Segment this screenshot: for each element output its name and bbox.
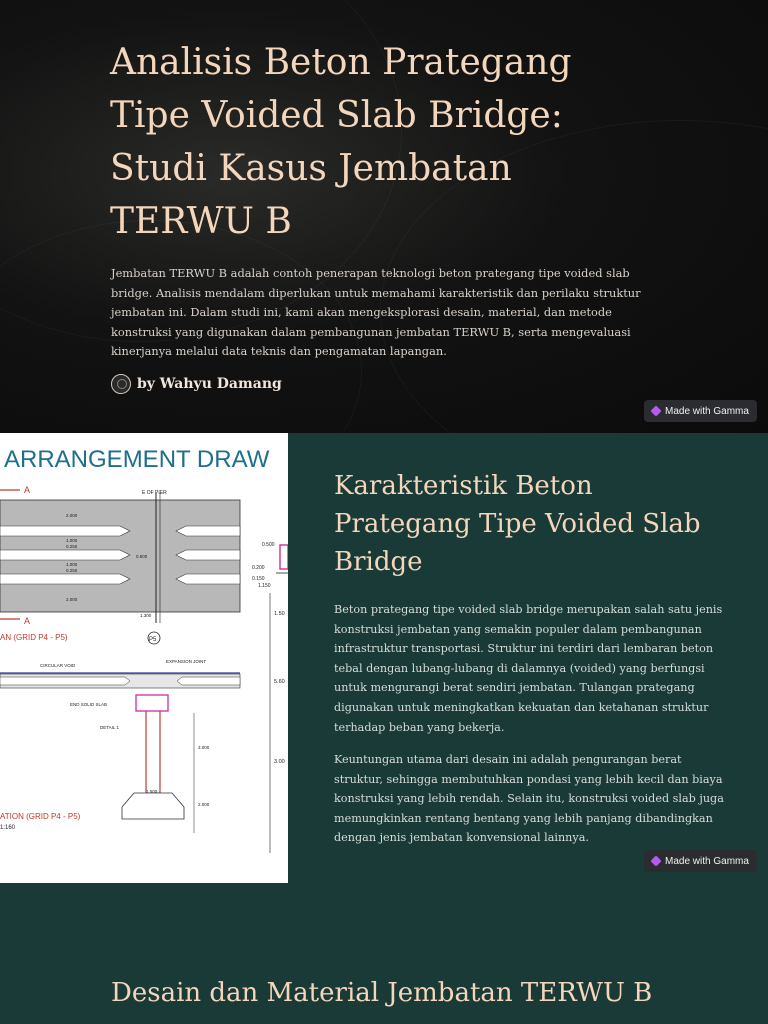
svg-text:1.150: 1.150 <box>258 583 271 589</box>
characteristics-heading: Karakteristik Beton Prategang Tipe Voided Slab Bridge <box>334 471 701 577</box>
author-byline <box>111 374 282 394</box>
characteristics-paragraph-1: Beton prategang tipe voided slab bridge merupakan salah satu jenis konstruksi jembatan yang semakin populer dalam pembangunan infrastruktur transportasi. Struktur ini terdiri dari lembaran beton tebal dengan lubang-lubang di dalamnya (voided) yang berfungsi untuk mengurangi berat sendiri jembatan. Tulangan prategang digunakan untuk meningkatkan kekuatan dan ketahanan struktur terhadap beban yang bekerja. <box>334 603 723 734</box>
svg-text:0.200: 0.200 <box>252 565 265 571</box>
author-name: by Wahyu Damang <box>137 376 282 392</box>
svg-text:0.250: 0.250 <box>66 568 78 573</box>
svg-text:2.000: 2.000 <box>66 513 78 518</box>
intro-paragraph: Jembatan TERWU B adalah contoh penerapan teknologi beton prategang tipe voided slab bridge. Analisis mendalam diperlukan untuk memahami karakteristik dan perilaku struktur jembatan ini. Dalam studi ini, kami akan mengeksplorasi desain, material, dan metode konstruksi yang digunakan dalam pembangunan jembatan TERWU B, serta mengevaluasi kinerjanya melalui data teknis dan pengamatan lapangan. <box>111 266 641 359</box>
void-right-group <box>176 526 240 584</box>
gamma-logo-icon <box>650 855 661 866</box>
drawing-svg <box>0 433 288 883</box>
svg-text:3.00: 3.00 <box>274 759 285 765</box>
svg-text:1.50: 1.50 <box>274 611 285 617</box>
svg-text:0.500: 0.500 <box>262 542 275 548</box>
svg-text:0.500: 0.500 <box>136 554 148 559</box>
drawing-scale: 1:160 <box>0 825 16 831</box>
design-material-heading: Desain dan Material Jembatan TERWU B <box>111 978 653 1008</box>
hero-section <box>0 0 768 433</box>
svg-text:1.000: 1.000 <box>66 538 78 543</box>
badge-label: Made with Gamma <box>665 855 749 867</box>
svg-text:0.250: 0.250 <box>66 544 78 549</box>
made-with-gamma-badge[interactable] <box>644 850 757 872</box>
elevation-caption: ATION (GRID P4 - P5) <box>0 812 81 821</box>
grid-label: P5 <box>149 637 157 643</box>
svg-text:1.300: 1.300 <box>140 613 152 618</box>
svg-text:DETAIL 1: DETAIL 1 <box>100 725 120 730</box>
svg-text:1.500: 1.500 <box>146 789 158 794</box>
made-with-gamma-badge[interactable] <box>644 400 757 422</box>
section-mark-top: A <box>24 485 31 495</box>
svg-text:2.000: 2.000 <box>198 802 210 807</box>
svg-text:1.000: 1.000 <box>66 562 78 567</box>
gamma-logo-icon <box>650 405 661 416</box>
drawing-heading: ARRANGEMENT DRAW <box>4 446 270 473</box>
void-left-group <box>0 526 130 584</box>
pier-label: E OF PIER <box>142 490 167 496</box>
section-mark-bottom: A <box>24 616 31 626</box>
svg-text:CIRCULAR VOID: CIRCULAR VOID <box>40 663 76 668</box>
svg-text:2.000: 2.000 <box>66 597 78 602</box>
arrangement-drawing-image <box>0 433 288 883</box>
svg-text:3.000: 3.000 <box>198 745 210 750</box>
svg-text:0.150: 0.150 <box>252 576 265 582</box>
svg-text:EXPANSION JOINT: EXPANSION JOINT <box>166 659 207 664</box>
badge-label: Made with Gamma <box>665 405 749 417</box>
page-title: Analisis Beton Prategang Tipe Voided Slab Bridge: Studi Kasus Jembatan TERWU B <box>110 42 572 242</box>
svg-text:5.60: 5.60 <box>274 679 285 685</box>
characteristics-paragraph-2: Keuntungan utama dari desain ini adalah pengurangan berat struktur, sehingga membutuhkan pondasi yang lebih kecil dan biaya konstruksi yang lebih rendah. Selain itu, konstruksi voided slab juga memungkinkan rentang bentang yang lebih panjang dibandingkan dengan jenis jembatan konvensional lainnya. <box>334 753 724 845</box>
plan-caption: AN (GRID P4 - P5) <box>0 633 68 642</box>
svg-text:END SOLID SLAB: END SOLID SLAB <box>70 702 108 707</box>
author-avatar <box>111 374 131 394</box>
